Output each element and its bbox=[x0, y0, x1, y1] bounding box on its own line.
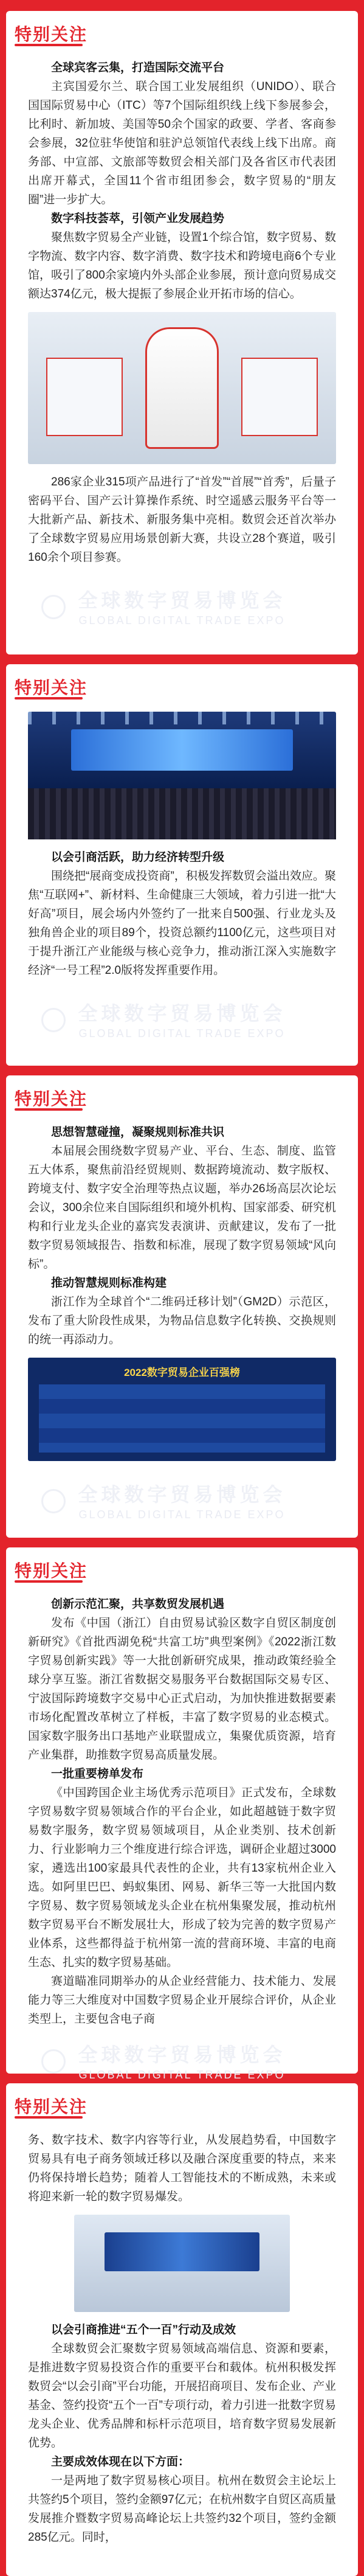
watermark bbox=[28, 991, 336, 1047]
watermark-en: GLOBAL DIGITAL TRADE EXPO bbox=[78, 2068, 286, 2081]
section-tag: 特别关注 bbox=[6, 1556, 91, 1584]
signing-screen bbox=[105, 2232, 260, 2271]
watermark bbox=[28, 1472, 336, 1528]
heading-rules: 推动智慧规则标准构建 bbox=[51, 1277, 167, 1290]
watermark-cn: 全球数字贸易博览会 bbox=[78, 2043, 286, 2066]
watermark bbox=[28, 578, 336, 634]
paragraph-gm2d: 浙江作为全球首个“二维码迁移计划”（GM2D）示范区，发布了重大阶段性成果，为物品信息数字化转换、交换规则的统一再添动力。 bbox=[28, 1296, 336, 1346]
watermark-en: GLOBAL DIGITAL TRADE EXPO bbox=[78, 1027, 286, 1040]
watermark-en: GLOBAL DIGITAL TRADE EXPO bbox=[78, 1508, 286, 1521]
heading-tech-gathering: 数字科技荟萃，引领产业发展趋势 bbox=[51, 212, 225, 225]
robot-figure bbox=[145, 327, 219, 449]
paragraph-exhibition: 聚焦数字贸易全产业链，设置1个综合馆，数字贸易、数字物流、数字内容、数字消费、数字技术和跨境电商6个专业馆，吸引了800余家境内外头部企业参展，预计意向贸易成交额达374亿元，极大提振了参展企业开拓市场的信心。 bbox=[28, 231, 336, 300]
expo-logo-icon bbox=[41, 595, 66, 619]
section-card-1 bbox=[6, 11, 358, 654]
paragraph-investment: 围绕把“展商变成投资商”，积极发挥数贸会溢出效应。聚焦“互联网+”、新材料、生命健康三大领域，着力引进一批“大好高”项目，展会场内外签约了一批来自500强、行业龙头及独角兽企业的项目89个，投资总额约1100亿元，这些项目对于提升浙江产业能级与核心竞争力，推动浙江深入实施数字经济“一号工程”2.0版将发挥重要作用。 bbox=[28, 870, 336, 977]
watermark-en: GLOBAL DIGITAL TRADE EXPO bbox=[78, 614, 286, 627]
paragraph-forums: 本届展会围绕数字贸易产业、平台、生态、制度、监管五大体系，聚焦前沿经贸规则、数据跨境流动、数字版权、跨境支付、数字安全治理等热点议题，举办26场高层次论坛会议，300余位来自国际组织和境外机构、国家部委、研究机构和行业龙头企业的嘉宾发表演讲、贡献建议，发布了一批数字贸易领域报告、指数和标准，展现了数字贸易领域“风向标”。 bbox=[28, 1145, 336, 1271]
heading-rankings: 一批重要榜单发布 bbox=[51, 1768, 144, 1780]
expo-logo-icon bbox=[41, 1008, 66, 1032]
heading-investment: 以会引商活跃，助力经济转型升级 bbox=[51, 851, 225, 864]
robot-exhibit-photo bbox=[28, 312, 336, 464]
paragraph-first-launch: 286家企业315项产品进行了“首发”“首展”“首秀”，后量子密码平台、国产云计算操作系统、时空遥感云服务平台等一大批新产品、新技术、新服务集中亮相。数贸会还首次举办了全球数字贸易应用场景创新大赛，共设立28个赛道，吸引160余个项目参赛。 bbox=[28, 476, 336, 564]
table-rows bbox=[39, 1384, 325, 1453]
heading-five-hundred: 以会引商推进“五个一百”行动及成效 bbox=[51, 2324, 236, 2336]
paragraph-continued: 务、数字技术、数字内容等行业，从发展趋势看，中国数字贸易具有电子商务领域迁移以及融合深度重要的特点，来来仍将保持增长趋势；随着人工智能技术的不断成熟，未来或将迎来新一轮的数字贸易爆发。 bbox=[28, 2134, 336, 2203]
heading-global-guests: 全球宾客云集，打造国际交流平台 bbox=[51, 61, 225, 74]
paragraph-publications: 发布《中国（浙江）自由贸易试验区数字自贸区制度创新研究》《首批西湖免税“共富工坊”典型案例》《2022浙江数字贸易创新实践》等一大批创新研究成果，推动政策经验全球分享互鉴。浙江省数据交易服务平台数据国际交易专区、宁波国际跨境数字交易中心正式启动，为加快推进数据要素市场化配置改革树立了样板，丰富了数字贸易的业态模式。国家数字服务出口基地产业联盟成立，集聚优质资源，培育产业集群，助推数字贸易高质量发展。 bbox=[28, 1617, 336, 1762]
section-tag: 特别关注 bbox=[6, 2092, 91, 2120]
section-card-3 bbox=[6, 1075, 358, 1538]
top100-list-photo bbox=[28, 1358, 336, 1461]
paragraph-rankings: 《中国跨国企业主场优秀示范项目》正式发布，全球数字贸易数字贸易领域合作的平台企业，如此超越链于数字贸易数字服务，数字贸易领域项目，从企业类别、技术创新力、行业影响力三个维度进行综合评选，调研企业超过3000家，遴选出100家最具代表性的企业，共有13家杭州企业入选。如阿里巴巴、蚂蚁集团、网易、新华三等一大批国内数字贸易、数字贸易领域龙头企业在杭州集聚发展，推动杭州数字贸易平台不断发展壮大，形成了较为完善的数字贸易产业体系，这些都得益于杭州第一流的营商环境、丰富的电商生态、扎实的数字贸易基础。 bbox=[28, 1786, 336, 1969]
stage-lights bbox=[28, 712, 336, 724]
watermark bbox=[28, 2032, 336, 2088]
section-card-2 bbox=[6, 664, 358, 1066]
heading-demonstration: 创新示范汇聚，共享数贸发展机遇 bbox=[51, 1598, 225, 1611]
paragraph-platform: 全球数贸会汇聚数字贸易领域高端信息、资源和要素，是推进数字贸易投资合作的重要平台和载体。杭州积极发挥数贸会“以会引商”平台功能，开展招商项目、发布企业、产业基金、签约投资“五个一百”专项行动，着力引进一批数字贸易龙头企业、优秀品牌和标杆示范项目，培育数字贸易发展新优势。 bbox=[28, 2342, 336, 2449]
watermark-cn: 全球数字贸易博览会 bbox=[78, 589, 286, 611]
table-title: 2022数字贸易企业百强榜 bbox=[124, 1367, 240, 1378]
paragraph-results: 一是两地了数字贸易核心项目。杭州在数贸会主论坛上共签约5个项目，签约金额97亿元；在杭州数字自贸区高质量发展推介暨数字贸易高峰论坛上共签约32个项目，签约金额285亿元。同时， bbox=[28, 2474, 336, 2544]
heading-results: 主要成效体现在以下方面： bbox=[51, 2456, 190, 2468]
expo-logo-icon bbox=[41, 1489, 66, 1513]
watermark-cn: 全球数字贸易博览会 bbox=[78, 1002, 286, 1024]
paragraph-evaluation: 赛道瞄准同期举办的从企业经营能力、技术能力、发展能力等三大维度对中国数字贸易企业开展综合评价，从企业类型上，主要包含电子商 bbox=[28, 1975, 336, 2026]
stage-screen bbox=[71, 729, 293, 770]
section-tag: 特别关注 bbox=[6, 19, 91, 47]
booth-panel bbox=[241, 358, 318, 436]
heading-ideas: 思想智慧碰撞，凝聚规则标准共识 bbox=[51, 1126, 225, 1139]
signing-ceremony-photo bbox=[74, 2215, 290, 2312]
conference-hall-photo bbox=[28, 712, 336, 839]
watermark-cn: 全球数字贸易博览会 bbox=[78, 1483, 286, 1505]
section-card-4 bbox=[6, 1547, 358, 2081]
section-card-5 bbox=[6, 2083, 358, 2576]
audience bbox=[28, 788, 336, 839]
booth-panel bbox=[46, 358, 123, 436]
section-tag: 特别关注 bbox=[6, 673, 91, 701]
expo-logo-icon bbox=[41, 2049, 66, 2074]
section-tag: 特别关注 bbox=[6, 1084, 91, 1112]
paragraph-guests: 主宾国爱尔兰、联合国工业发展组织（UNIDO）、联合国国际贸易中心（ITC）等7个国际组织线上线下参展参会，比利时、新加坡、美国等50余个国家的政要、学者、客商参会参展，32位驻华使馆和驻沪总领馆代表线上线下出席。商务部、中宣部、文旅部等数贸会相关部门及各省区市代表团出席开幕式，全国11个省市组团参会，数字贸易的“朋友圈”进一步扩大。 bbox=[28, 80, 336, 206]
